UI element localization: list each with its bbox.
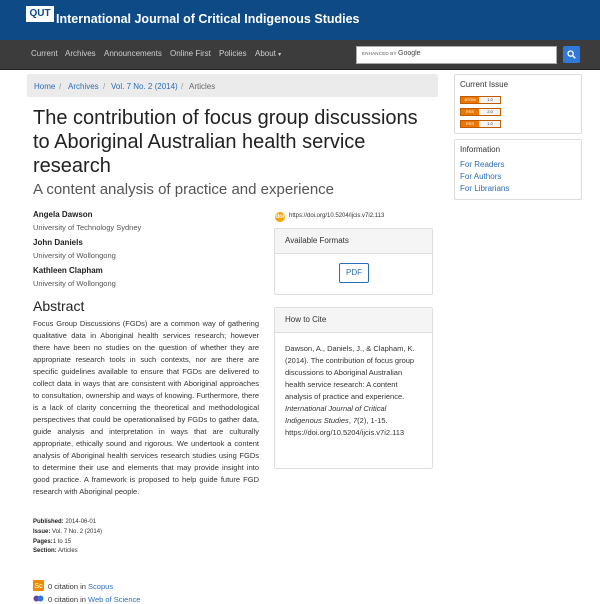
svg-text:Sc: Sc bbox=[34, 583, 43, 590]
author-affiliation: University of Wollongong bbox=[33, 251, 116, 260]
feed-type: RSS bbox=[461, 109, 479, 115]
pages-label: Pages: bbox=[33, 539, 53, 545]
feed-type: RSS bbox=[461, 121, 479, 127]
nav-item-policies[interactable]: Policies bbox=[219, 49, 247, 58]
feed-type: ATOM bbox=[461, 97, 479, 103]
published-label: Published: bbox=[33, 519, 64, 525]
site-header bbox=[0, 0, 600, 40]
author-name: Angela Dawson bbox=[33, 210, 93, 219]
abstract-heading: Abstract bbox=[33, 298, 85, 314]
published-value: 2014-06-01 bbox=[65, 519, 97, 525]
rss1-feed-badge[interactable] bbox=[460, 120, 501, 128]
doi-link[interactable]: https://doi.org/10.5204/ijcis.v7i2.113 bbox=[289, 213, 385, 219]
search-button[interactable] bbox=[563, 46, 580, 63]
issue-value[interactable]: Vol. 7 No. 2 (2014) bbox=[52, 529, 103, 535]
nav-item-online-first[interactable]: Online First bbox=[170, 49, 211, 58]
information-block bbox=[454, 139, 582, 200]
scopus-link[interactable]: Scopus bbox=[88, 582, 114, 591]
breadcrumb-home[interactable]: Home bbox=[34, 82, 56, 91]
feed-version: 2.0 bbox=[487, 109, 493, 114]
doi-icon: doi bbox=[275, 214, 285, 220]
current-issue-block bbox=[454, 74, 582, 134]
citation-rest: (2), 1-15. https://doi.org/10.5204/ijcis.v7i2.113 bbox=[285, 416, 405, 437]
wos-link[interactable]: Web of Science bbox=[88, 595, 141, 604]
issue-info bbox=[33, 529, 102, 535]
link-for-readers[interactable]: For Readers bbox=[460, 160, 505, 169]
section-info bbox=[33, 548, 78, 554]
author-name: John Daniels bbox=[33, 238, 83, 247]
feed-version: 1.0 bbox=[487, 121, 493, 126]
scopus-count: 0 citation in bbox=[48, 582, 86, 591]
pdf-download-button[interactable]: PDF bbox=[339, 263, 369, 283]
current-issue-heading: Current Issue bbox=[460, 80, 509, 89]
breadcrumb-current: Articles bbox=[189, 82, 216, 91]
pages-value: 1 to 15 bbox=[52, 539, 72, 545]
breadcrumb-separator: / bbox=[59, 82, 62, 91]
citation-volume: 7 bbox=[352, 416, 358, 425]
citation-text: Dawson, A., Daniels, J., & Clapham, K. (2014). The contribution of focus group discussions to Aboriginal Australian health service research: A content analysis of practice and experience. International Journal of Critical Indigenous Studies, 7(2), 1-15. https://doi.org/10.5204/ijcis.v7i2.113 bbox=[285, 344, 415, 437]
journal-title[interactable]: International Journal of Critical Indigenous Studies bbox=[56, 12, 360, 26]
published-date bbox=[33, 519, 96, 525]
article-subtitle: A content analysis of practice and experience bbox=[33, 181, 335, 198]
search-input[interactable] bbox=[356, 46, 557, 64]
nav-item-current[interactable]: Current bbox=[31, 49, 58, 58]
qut-logo[interactable]: QUT bbox=[26, 6, 54, 22]
link-for-authors[interactable]: For Authors bbox=[460, 172, 502, 181]
scopus-citation bbox=[48, 582, 113, 591]
cite-heading: How to Cite bbox=[275, 308, 432, 333]
breadcrumb-archives[interactable]: Archives bbox=[68, 82, 99, 91]
google-logo: Google bbox=[398, 50, 421, 57]
issue-label: Issue: bbox=[33, 529, 51, 535]
link-for-librarians[interactable]: For Librarians bbox=[460, 184, 510, 193]
pages-info bbox=[33, 539, 71, 545]
section-value: Articles bbox=[58, 548, 78, 554]
scopus-icon bbox=[33, 580, 44, 591]
nav-item-about[interactable] bbox=[255, 49, 281, 58]
chevron-down-icon: ▾ bbox=[278, 52, 282, 58]
nav-item-announcements[interactable]: Announcements bbox=[104, 49, 162, 58]
section-label: Section: bbox=[33, 548, 57, 554]
rss2-feed-badge[interactable] bbox=[460, 108, 501, 116]
abstract-text: Focus Group Discussions (FGDs) are a common way of gathering qualitative data in Aboriginal health services research; however there have been no studies on the question of whether they are appropriate research tools in such contexts, nor are there are specific guidelines available to ensure that FGDs are delivered to collect data in ways that are consistent with Aboriginal approaches to consultation, ownership and ways of knowing. Furthermore, there is a lack of clarity concerning the theoretical and methodological perspectives that could be operationalised by FGDs to gather data, guide analysis and interpretation in ways that are culturally appropriate, ethically sound and rigorous. We undertook a content analysis of Aboriginal health services research studies using FGDs to determine their use and elements that may provide insight into good practice. A framework is proposed to help guide future FGD research with Aboriginal people. bbox=[33, 319, 259, 496]
author-affiliation: University of Technology Sydney bbox=[33, 223, 142, 232]
breadcrumb-separator: / bbox=[103, 82, 106, 91]
cite-panel bbox=[274, 307, 433, 469]
wos-count: 0 citation in bbox=[48, 595, 86, 604]
search-icon bbox=[567, 50, 576, 59]
breadcrumb-issue[interactable]: Vol. 7 No. 2 (2014) bbox=[111, 82, 178, 91]
author-name: Kathleen Clapham bbox=[33, 266, 103, 275]
web-of-science-icon bbox=[33, 593, 44, 604]
information-heading: Information bbox=[460, 145, 501, 154]
feed-version: 1.0 bbox=[487, 97, 493, 102]
breadcrumb-separator: / bbox=[181, 82, 184, 91]
article-title: The contribution of focus group discussions to Aboriginal Australian health service research bbox=[33, 107, 418, 177]
nav-item-archives[interactable]: Archives bbox=[65, 49, 96, 58]
search-prefix: ENHANCED BY bbox=[362, 51, 397, 56]
nav-item-about-label: About bbox=[255, 49, 276, 58]
citation-journal: International Journal of Critical Indigenous Studies bbox=[285, 404, 387, 425]
citation-prefix: Dawson, A., Daniels, J., & Clapham, K. (2014). The contribution of focus group discussions to Aboriginal Australian health service research: A content analysis of practice and experience. bbox=[285, 344, 415, 401]
atom-feed-badge[interactable] bbox=[460, 96, 501, 104]
author-affiliation: University of Wollongong bbox=[33, 279, 116, 288]
formats-panel bbox=[274, 228, 433, 295]
breadcrumb bbox=[27, 74, 438, 97]
formats-heading: Available Formats bbox=[275, 229, 432, 254]
